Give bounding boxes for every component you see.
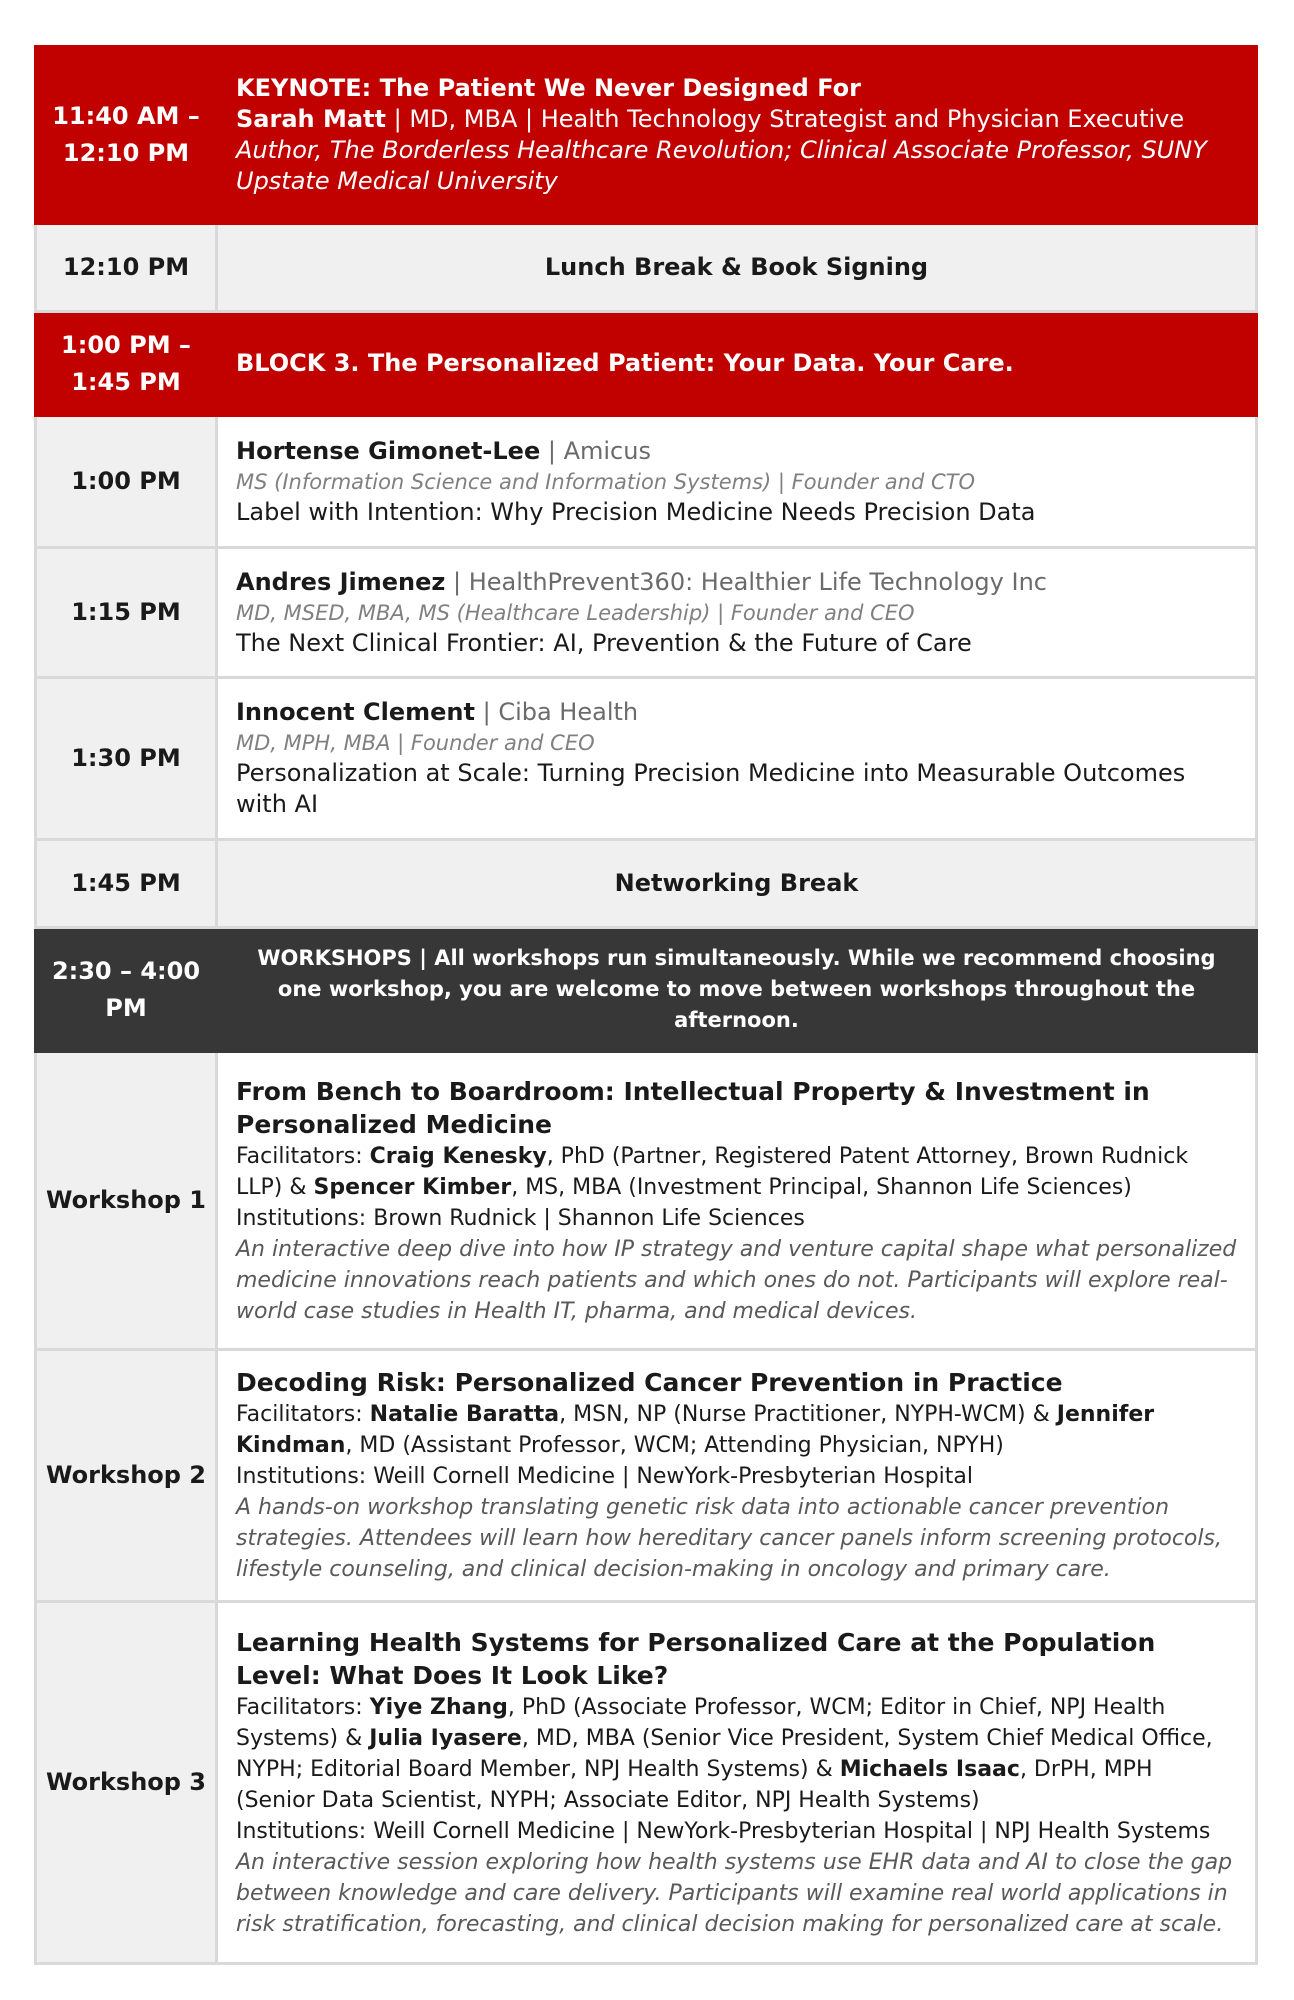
talk-row (36, 678, 1257, 840)
workshops-header-row (36, 928, 1257, 1052)
time-cell: 1:45 PM (36, 840, 217, 928)
keynote-row (36, 47, 1257, 224)
talk-title: Label with Intention: Why Precision Medicine Needs Precision Data (236, 497, 1036, 526)
time-cell: 2:30 – 4:00 PM (36, 928, 217, 1052)
workshop-content (217, 1052, 1257, 1350)
keynote-content (217, 47, 1257, 224)
facilitator-name: Craig Kenesky (369, 1143, 547, 1169)
workshop-label: Workshop 2 (36, 1350, 217, 1602)
facilitator-details: , MD, MBA (Senior Vice President, System Chief Medical Office, NYPH; Editorial Board Member, NPJ Health Systems) & (236, 1725, 1213, 1782)
facilitator-name: Julia Iyasere (369, 1725, 522, 1751)
facilitators-label: Facilitators: (236, 1694, 370, 1720)
talk-content (217, 416, 1257, 548)
facilitator-name: Yiye Zhang (369, 1694, 508, 1720)
networking-row (36, 840, 1257, 928)
lunch-label: Lunch Break & Book Signing (217, 224, 1257, 312)
facilitator-details: , PhD (Associate Professor, WCM; Editor in Chief, NPJ Health Systems) & (236, 1694, 1166, 1751)
facilitator-name: Michaels Isaac (839, 1756, 1020, 1782)
institutions: Institutions: Weill Cornell Medicine | NewYork-Presbyterian Hospital | NPJ Health Systems (236, 1818, 1211, 1844)
speaker-name: Andres Jimenez (236, 567, 446, 596)
facilitator-details: , MD (Assistant Professor, WCM; Attending Physician, NPYH) (345, 1433, 1004, 1458)
facilitators (236, 1399, 1237, 1461)
facilitator-details: , MSN, NP (Nurse Practitioner, NYPH-WCM) & (559, 1402, 1057, 1427)
speaker-org: | Amicus (540, 436, 651, 465)
workshop-label: Workshop 3 (36, 1602, 217, 1964)
speaker-meta: MD, MSED, MBA, MS (Healthcare Leadership) | Founder and CEO (236, 600, 915, 625)
networking-label: Networking Break (217, 840, 1257, 928)
facilitator-name: Jennifer Kindman (236, 1402, 1155, 1458)
facilitators (236, 1141, 1237, 1203)
workshop-description: An interactive deep dive into how IP strategy and venture capital shape what personalized medicine innovations reach patients and which ones do not. Participants will explore real-world case studies in Health IT, pharma, and medical devices. (236, 1236, 1237, 1324)
facilitators-label: Facilitators: (236, 1402, 370, 1427)
talk-title: Personalization at Scale: Turning Precision Medicine into Measurable Outcomes with AI (236, 759, 1186, 818)
facilitator-name: Spencer Kimber (313, 1174, 512, 1200)
lunch-row (36, 224, 1257, 312)
talk-title: The Next Clinical Frontier: AI, Prevention & the Future of Care (236, 628, 972, 657)
speaker-meta: MD, MPH, MBA | Founder and CEO (236, 731, 595, 755)
workshop-description: A hands-on workshop translating genetic risk data into actionable cancer prevention strategies. Attendees will learn how hereditary cancer panels inform screening protocols, lifestyle counseling, and clinical decision-making in oncology and primary care. (236, 1495, 1222, 1582)
workshop-label: Workshop 1 (36, 1052, 217, 1350)
speaker-meta: MS (Information Science and Information Systems) | Founder and CTO (236, 469, 975, 494)
workshop-title: Decoding Risk: Personalized Cancer Prevention in Practice (236, 1368, 1063, 1397)
speaker-org: | HealthPrevent360: Healthier Life Technology Inc (445, 567, 1047, 596)
keynote-speaker-line (236, 104, 1237, 135)
workshop-row (36, 1052, 1257, 1350)
talk-content (217, 678, 1257, 840)
facilitators-label: Facilitators: (236, 1143, 370, 1169)
workshop-row (36, 1350, 1257, 1602)
facilitator-details: , MS, MBA (Investment Principal, Shannon Life Sciences) (511, 1174, 1132, 1200)
time-cell: 1:00 PM – 1:45 PM (36, 312, 217, 416)
speaker-name: Sarah Matt (236, 105, 386, 133)
block3-row (36, 312, 1257, 416)
block-title: BLOCK 3. The Personalized Patient: Your Data. Your Care. (217, 312, 1257, 416)
institutions: Institutions: Brown Rudnick | Shannon Life Sciences (236, 1205, 805, 1231)
facilitator-name: Natalie Baratta (369, 1402, 560, 1427)
workshop-content (217, 1350, 1257, 1602)
workshop-title: Learning Health Systems for Personalized Care at the Population Level: What Does It Look Like? (236, 1627, 1156, 1690)
talk-row (36, 548, 1257, 678)
keynote-title: KEYNOTE: The Patient We Never Designed For (236, 74, 861, 102)
workshop-row (36, 1602, 1257, 1964)
speaker-line (236, 697, 1237, 728)
facilitator-details: , DrPH, MPH (Senior Data Scientist, NYPH; Associate Editor, NPJ Health Systems) (236, 1756, 1153, 1813)
workshop-content (217, 1602, 1257, 1964)
time-cell: 1:15 PM (36, 548, 217, 678)
speaker-org: | Ciba Health (474, 698, 639, 726)
speaker-name: Hortense Gimonet-Lee (236, 436, 541, 465)
workshops-intro: WORKSHOPS | All workshops run simultaneously. While we recommend choosing one workshop, you are welcome to move between workshops throughout the afternoon. (217, 928, 1257, 1052)
institutions: Institutions: Weill Cornell Medicine | NewYork-Presbyterian Hospital (236, 1464, 973, 1489)
time-cell: 1:30 PM (36, 678, 217, 840)
time-cell: 12:10 PM (36, 224, 217, 312)
speaker-line (236, 567, 1237, 598)
speaker-affiliation: Author, The Borderless Healthcare Revolution; Clinical Associate Professor, SUNY Upstate Medical University (236, 136, 1207, 195)
workshop-title: From Bench to Boardroom: Intellectual Property & Investment in Personalized Medicine (236, 1076, 1150, 1139)
time-cell: 11:40 AM – 12:10 PM (36, 47, 217, 224)
agenda-table (34, 45, 1258, 1965)
speaker-line (236, 436, 1237, 467)
talk-row (36, 416, 1257, 548)
facilitator-details: , PhD (Partner, Registered Patent Attorney, Brown Rudnick LLP) & (236, 1143, 1189, 1200)
speaker-credentials: | MD, MBA | Health Technology Strategist and Physician Executive (385, 105, 1185, 133)
talk-content (217, 548, 1257, 678)
workshop-description: An interactive session exploring how health systems use EHR data and AI to close the gap between knowledge and care delivery. Participants will examine real world applications in risk stratification, forecasting, and clinical decision making for personalized care at scale. (236, 1849, 1233, 1937)
speaker-name: Innocent Clement (236, 698, 475, 726)
facilitators (236, 1692, 1237, 1816)
time-cell: 1:00 PM (36, 416, 217, 548)
